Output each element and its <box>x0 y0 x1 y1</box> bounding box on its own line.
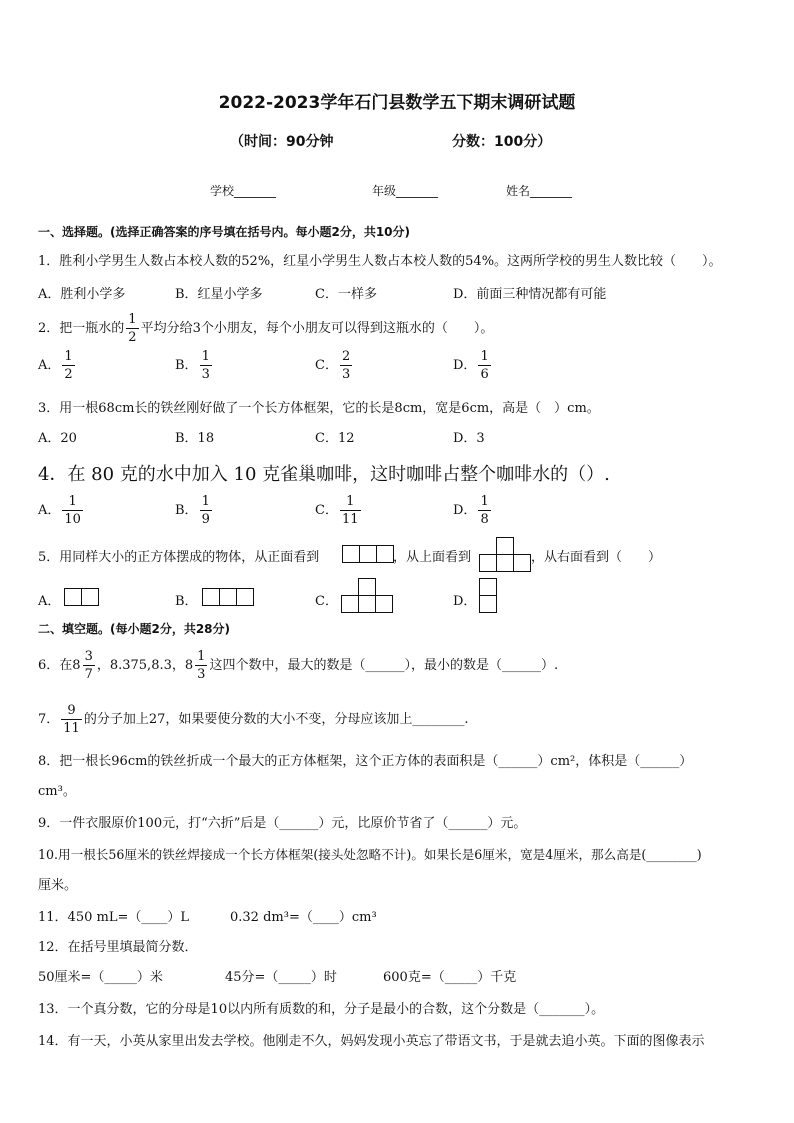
q5-option-a-figure <box>64 588 99 606</box>
q5-option-d-figure <box>479 578 497 613</box>
question-11-part2: 0.32 dm³=（____）cm³ <box>230 910 377 925</box>
q4-option-d: D． $\frac{1}{8}$ <box>453 494 489 527</box>
q1-option-a: A．胜利小学多 <box>38 287 126 302</box>
exam-score: 分数：100分） <box>452 134 552 150</box>
question-6: 6．在8 $\frac{3}{7}$ ，8.375,8.3，8 $\frac{1}{3}$ 这四个数中，最大的数是（______），最小的数是（______）. <box>38 649 559 682</box>
q3-option-c: C．12 <box>315 431 355 446</box>
q4-option-a: A． $\frac{1}{10}$ <box>38 494 81 527</box>
q5-option-b-figure <box>202 588 254 606</box>
front-view-figure <box>342 545 393 563</box>
q4-option-b: B． $\frac{1}{9}$ <box>175 494 210 527</box>
fraction: $\frac{1}{3}$ <box>197 649 206 682</box>
question-7: 7． $\frac{9}{11}$ 的分子加上27，如果要使分数的大小不变，分母应该加上________. <box>38 703 469 736</box>
q2-text-after: 平均分给3个小朋友，每个小朋友可以得到这瓶水的（ ）。 <box>140 321 494 336</box>
question-12-part3: 600克=（_____）千克 <box>383 970 517 985</box>
question-14: 14．有一天，小英从家里出发去学校。他刚走不久，妈妈发现小英忘了带语文书，于是就去追小英。下面的图像表示 <box>38 1034 705 1049</box>
question-9: 9．一件衣服原价100元，打“六折”后是（______）元，比原价节省了（______）元。 <box>38 816 527 831</box>
fraction: $\frac{9}{11}$ <box>63 703 80 736</box>
q3-option-a: A．20 <box>38 431 77 446</box>
q2-text-before: 2．把一瓶水的 <box>38 321 125 336</box>
q5-option-a: A． <box>38 594 61 609</box>
top-view-figure <box>479 537 531 572</box>
fraction: $\frac{1}{2}$ <box>128 312 137 345</box>
name-field: 姓名_______ <box>506 184 573 198</box>
exam-time: （时间：90分钟 <box>230 134 334 150</box>
q5-option-d: D． <box>453 594 477 609</box>
fraction: $\frac{3}{7}$ <box>84 649 93 682</box>
question-12-part1: 50厘米=（_____）米 <box>38 970 163 985</box>
question-10-line1: 10.用一根长56厘米的铁丝焊接成一个长方体框架(接头处忽略不计)。如果长是6厘米，宽是4厘米，那么高是(________) <box>38 847 702 862</box>
school-field: 学校_______ <box>210 184 277 198</box>
q2-option-c: C． $\frac{2}{3}$ <box>315 349 351 382</box>
question-10-line2: 厘米。 <box>38 878 78 893</box>
q3-option-b: B．18 <box>175 431 215 446</box>
q5-option-b: B． <box>175 594 198 609</box>
section-heading-fill: 二、填空题。(每小题2分，共28分) <box>38 622 231 636</box>
question-8-line1: 8．把一根长96cm的铁丝折成一个最大的正方体框架，这个正方体的表面积是（______）cm²，体积是（______） <box>38 754 693 769</box>
q4-option-c: C． $\frac{1}{11}$ <box>315 494 359 527</box>
question-11-part1: 11．450 mL=（____）L <box>38 910 189 925</box>
question-5-part2: ，从上面看到 <box>393 550 472 565</box>
q5-option-c-figure <box>341 578 393 613</box>
q1-option-c: C．一样多 <box>315 287 377 302</box>
question-8-line2: cm³。 <box>38 784 76 799</box>
question-12-part2: 45分=（_____）时 <box>225 970 337 985</box>
q2-option-d: D． $\frac{1}{6}$ <box>453 349 489 382</box>
question-5-part3: ，从右面看到（ ） <box>531 550 662 565</box>
q5-option-c: C． <box>315 594 338 609</box>
grade-field: 年级_______ <box>372 184 439 198</box>
question-2 <box>38 313 493 344</box>
question-4: 4．在 80 克的水中加入 10 克雀巢咖啡，这时咖啡占整个咖啡水的（）. <box>38 464 610 485</box>
question-13: 13．一个真分数，它的分母是10以内所有质数的和，分子是最小的合数，这个分数是（_______）。 <box>38 1002 605 1017</box>
page-title: 2022-2023学年石门县数学五下期末调研试题 <box>218 93 576 113</box>
question-12: 12．在括号里填最简分数． <box>38 940 198 955</box>
section-heading-choice: 一、选择题。(选择正确答案的序号填在括号内。每小题2分，共10分) <box>38 225 411 239</box>
question-3: 3．用一根68cm长的铁丝刚好做了一个长方体框架，它的长是8cm，宽是6cm，高是（ ）cm。 <box>38 401 600 416</box>
question-5-part1: 5．用同样大小的正方体摆成的物体，从正面看到 <box>38 550 320 565</box>
q3-option-d: D．3 <box>453 431 485 446</box>
q2-option-a: A． $\frac{1}{2}$ <box>38 349 73 382</box>
q1-option-d: D．前面三种情况都有可能 <box>453 287 607 302</box>
question-1: 1．胜利小学男生人数占本校人数的52%，红星小学男生人数占本校人数的54%。这两所学校的男生人数比较（ ）。 <box>38 254 722 269</box>
q1-option-b: B．红星小学多 <box>175 287 263 302</box>
q2-option-b: B． $\frac{1}{3}$ <box>175 349 210 382</box>
